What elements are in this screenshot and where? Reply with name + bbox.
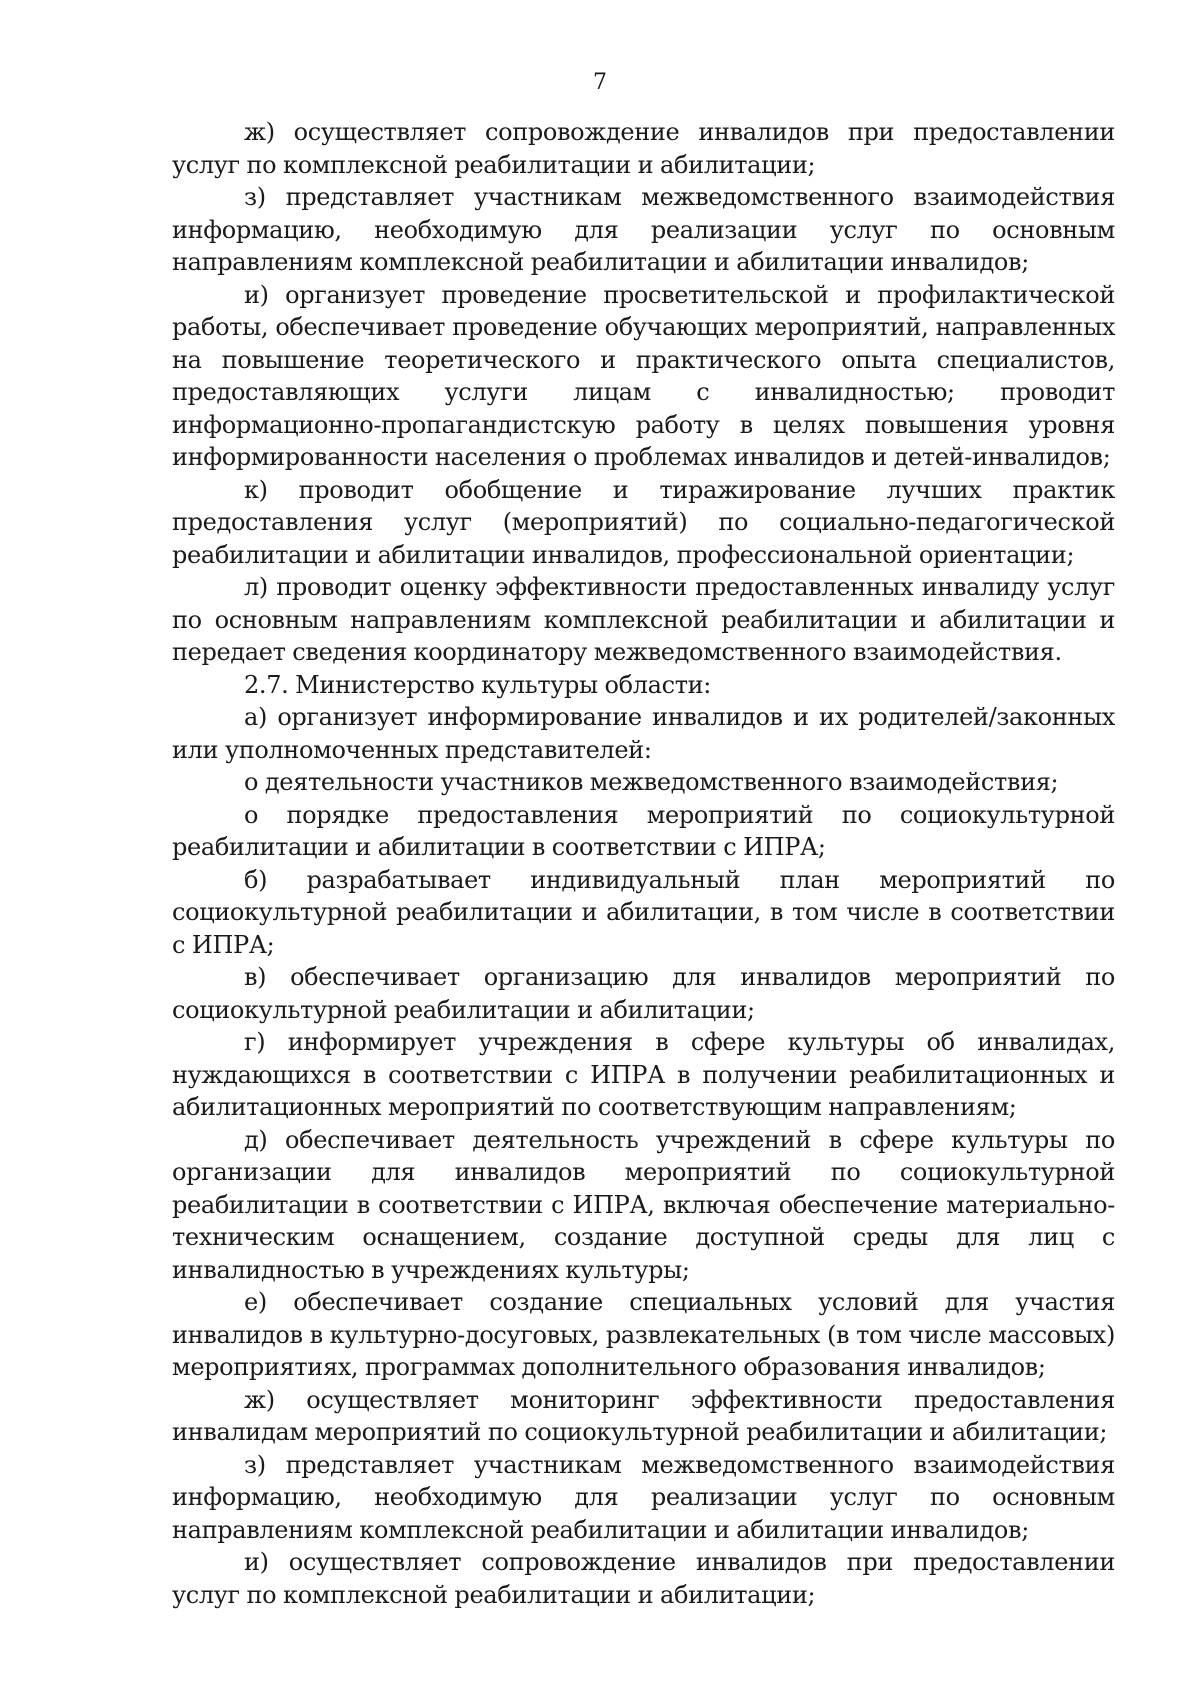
paragraph-i-support-culture: и) осуществляет сопровождение инвалидов при предоставлении услуг по комплексной реабилитации и абилитации; [172,1548,1115,1609]
paragraph-e-special-conditions: е) обеспечивает создание специальных условий для участия инвалидов в культурно-досуговых, развлекательных (в том числе массовых) мероприятиях, программах дополнительного образования инвалидов; [172,1288,1115,1381]
paragraph-zh-support: ж) осуществляет сопровождение инвалидов при предоставлении услуг по комплексной реабилитации и абилитации; [172,118,1115,179]
paragraph-k-best-practices: к) проводит обобщение и тиражирование лучших практик предоставления услуг (мероприятий) по социально-педагогической реабилитации и абилитации инвалидов, профессиональной ориентации; [172,475,1115,569]
section-heading-2-7: 2.7. Министерство культуры области: [244,670,712,699]
page-number: 7 [593,70,607,95]
paragraph-v-organization: в) обеспечивает организацию для инвалидов мероприятий по социокультурной реабилитации и абилитации; [172,963,1115,1024]
paragraph-d-institutions-activity: д) обеспечивает деятельность учреждений в сфере культуры по организации для инвалидов мероприятий по социокультурной реабилитации в соответствии с ИПРА, включая обеспечение материально-техническим оснащением, создание доступной среды для лиц с инвалидностью в учреждениях культуры; [172,1125,1115,1284]
paragraph-g-informs-institutions: г) информирует учреждения в сфере культуры об инвалидах, нуждающихся в соответствии с ИПРА в получении реабилитационных и абилитационных мероприятий по соответствующим направлениям; [172,1028,1115,1121]
paragraph-about-participants: о деятельности участников межведомственного взаимодействия; [244,768,1059,796]
paragraph-b-individual-plan: б) разрабатывает индивидуальный план мероприятий по социокультурной реабилитации и абилитации, в том числе в соответствии с ИПРА; [172,865,1115,959]
paragraph-a-informing: а) организует информирование инвалидов и их родителей/законных или уполномоченных представителей: [172,703,1115,764]
paragraph-z-information-culture: з) представляет участникам межведомственного взаимодействия информацию, необходимую для реализации услуг по основным направлениям комплексной реабилитации и абилитации инвалидов; [172,1450,1115,1544]
paragraph-about-procedure: о порядке предоставления мероприятий по социокультурной реабилитации и абилитации в соответствии с ИПРА; [172,800,1115,861]
document-body [172,116,1115,1611]
paragraph-zh-monitoring: ж) осуществляет мониторинг эффективности предоставления инвалидам мероприятий по социокультурной реабилитации и абилитации; [172,1385,1115,1446]
paragraph-z-information: з) представляет участникам межведомственного взаимодействия информацию, необходимую для реализации услуг по основным направлениям комплексной реабилитации и абилитации инвалидов; [172,183,1115,276]
paragraph-l-evaluation: л) проводит оценку эффективности предоставленных инвалиду услуг по основным направлениям комплексной реабилитации и абилитации и передает сведения координатору межведомственного взаимодействия. [172,573,1115,666]
paragraph-i-educational-work: и) организует проведение просветительской и профилактической работы, обеспечивает проведение обучающих мероприятий, направленных на повышение теоретического и практического опыта специалистов, предоставляющих услуги лицам с инвалидностью; проводит информационно-пропагандистскую работу в целях повышения уровня информированности населения о проблемах инвалидов и детей-инвалидов; [172,280,1115,471]
